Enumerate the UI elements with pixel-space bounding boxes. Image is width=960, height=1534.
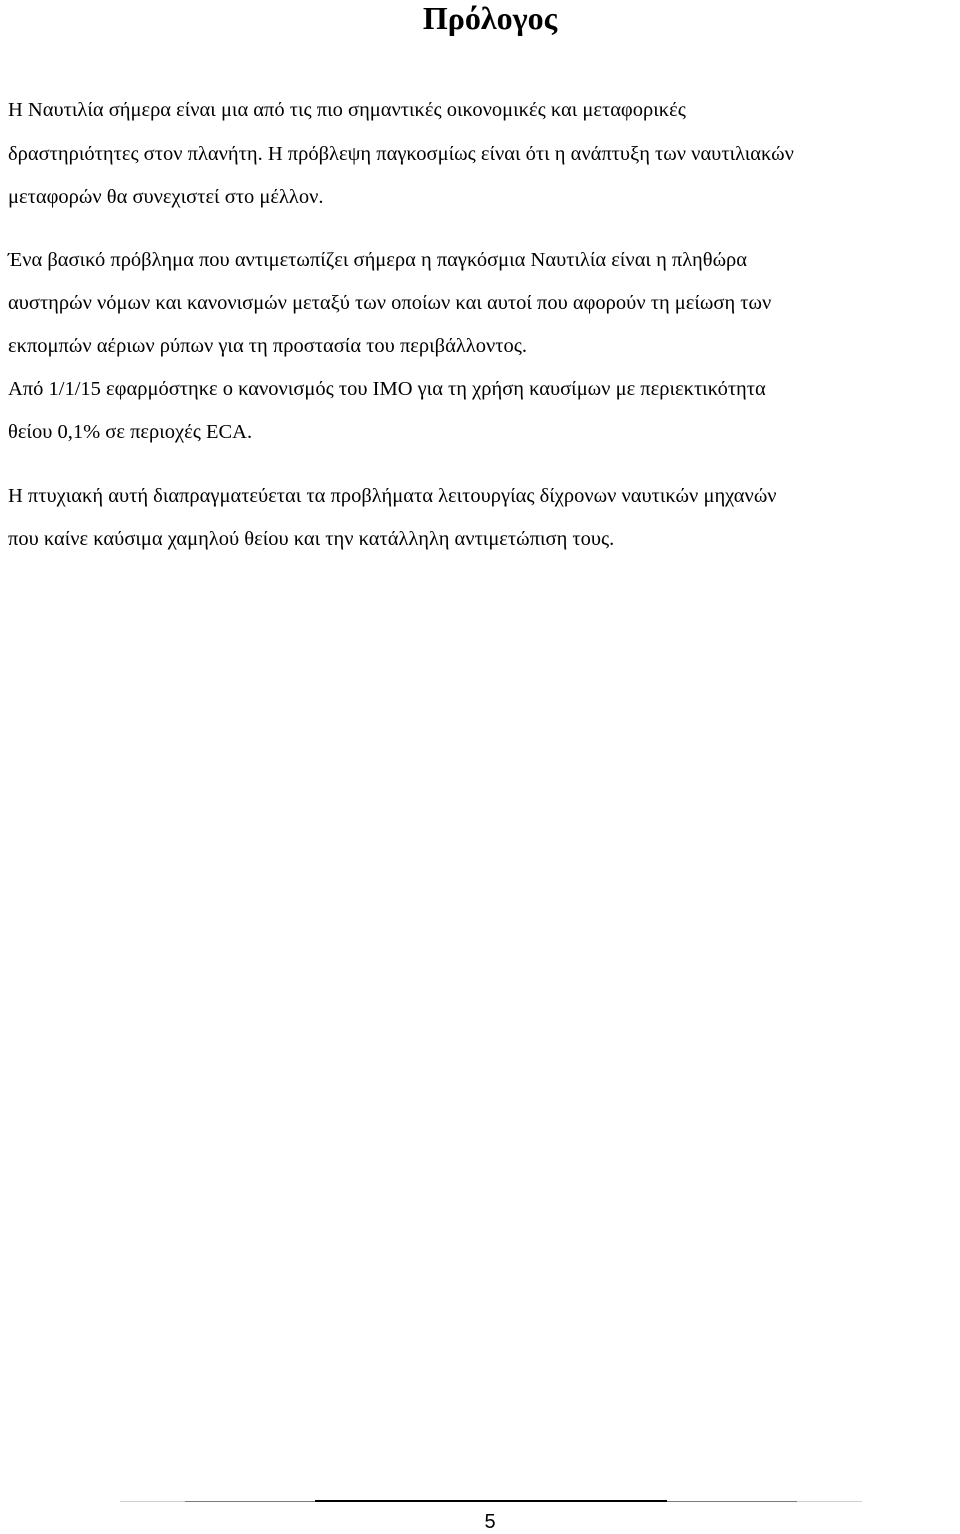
paragraph-3 (8, 368, 958, 454)
paragraph-line: μεταφορών θα συνεχιστεί στο μέλλον. (8, 186, 324, 208)
paragraph-2 (8, 239, 958, 368)
paragraph-line: θείου 0,1% σε περιοχές ECA. (8, 421, 253, 443)
footer-divider-center (315, 1500, 667, 1502)
paragraph-line: Ένα βασικό πρόβλημα που αντιμετωπίζει σήμερα η παγκόσμια Ναυτιλία είναι η πληθώρα (8, 249, 748, 271)
paragraph-line: που καίνε καύσιμα χαμηλού θείου και την κατάλληλη αντιμετώπιση τους. (8, 528, 615, 550)
paragraph-line: Η Ναυτιλία σήμερα είναι μια από τις πιο σημαντικές οικονομικές και μεταφορικές (8, 99, 686, 121)
paragraph-4 (8, 475, 958, 561)
paragraph-1 (8, 89, 958, 220)
page-title: Πρόλογος (422, 0, 558, 36)
paragraph-line: Η πτυχιακή αυτή διαπραγματεύεται τα προβλήματα λειτουργίας δίχρονων ναυτικών μηχανών (8, 485, 777, 507)
footer-divider (120, 1500, 862, 1503)
page-number: 5 (484, 1511, 496, 1533)
paragraph-line: Από 1/1/15 εφαρμόστηκε ο κανονισμός του IMO για τη χρήση καυσίμων με περιεκτικότητα (8, 378, 766, 400)
paragraph-line: αυστηρών νόμων και κανονισμών μεταξύ των οποίων και αυτοί που αφορούν τη μείωση των (8, 292, 772, 314)
paragraph-line: δραστηριότητες στον πλανήτη. Η πρόβλεψη παγκοσμίως είναι ότι η ανάπτυξη των ναυτιλιακών (8, 142, 794, 165)
paragraph-line: εκπομπών αέριων ρύπων για τη προστασία του περιβάλλοντος. (8, 335, 527, 357)
